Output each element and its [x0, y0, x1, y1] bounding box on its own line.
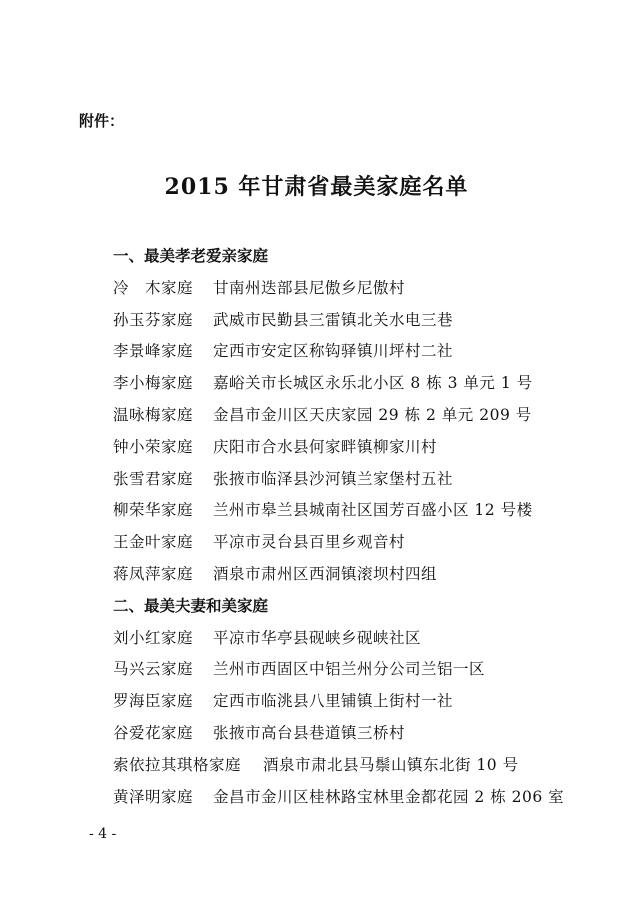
family-name: 蒋凤萍家庭 [113, 565, 194, 583]
family-name: 谷爱花家庭 [113, 724, 194, 742]
family-name: 索依拉其琪格家庭 [113, 755, 242, 774]
family-row [113, 689, 453, 711]
family-row [113, 498, 533, 520]
family-address: 平凉市华亭县砚峡乡砚峡社区 [213, 628, 422, 647]
family-address: 嘉峪关市长城区永乐北小区 8 栋 3 单元 1 号 [213, 374, 533, 393]
family-name: 温咏梅家庭 [113, 406, 194, 424]
family-row [113, 339, 453, 361]
family-address: 金昌市金川区天庆家园 29 栋 2 单元 209 号 [213, 406, 532, 424]
family-address: 酒泉市肃州区西洞镇滚坝村四组 [213, 565, 438, 583]
family-row [113, 467, 453, 489]
family-address: 兰州市皋兰县城南社区国芳百盛小区 12 号楼 [213, 501, 533, 520]
family-address: 兰州市西固区中铝兰州分公司兰铝一区 [213, 660, 486, 679]
family-row [113, 562, 437, 584]
family-row [113, 276, 405, 298]
family-address: 张掖市高台县巷道镇三桥村 [213, 724, 406, 742]
family-address: 定西市安定区称钩驿镇川坪村二社 [213, 342, 454, 361]
attachment-label: 附件： [79, 112, 125, 130]
document-title: 2015 年甘肃省最美家庭名单 [164, 174, 469, 200]
family-name: 孙玉芬家庭 [113, 310, 194, 329]
family-name: 黄泽明家庭 [113, 787, 194, 806]
family-address: 酒泉市肃北县马鬃山镇东北街 10 号 [263, 755, 519, 774]
family-name: 刘小红家庭 [113, 628, 194, 647]
section-heading: 二、最美夫妻和美家庭 [113, 596, 269, 615]
family-row [113, 657, 485, 679]
family-address: 定西市临洮县八里铺镇上街村一社 [213, 692, 454, 711]
family-address: 武威市民勤县三雷镇北关水电三巷 [213, 310, 454, 329]
family-name: 李小梅家庭 [113, 374, 194, 393]
family-row [113, 530, 405, 552]
family-row [113, 721, 405, 743]
family-address: 平凉市灵台县百里乡观音村 [213, 533, 406, 552]
family-address: 金昌市金川区桂林路宝林里金都花园 2 栋 206 室 [213, 787, 565, 806]
family-name: 李景峰家庭 [113, 342, 194, 361]
family-address: 庆阳市合水县何家畔镇柳家川村 [213, 437, 438, 456]
family-name: 罗海臣家庭 [113, 692, 194, 711]
family-address: 张掖市临泽县沙河镇兰家堡村五社 [213, 469, 454, 488]
family-row [113, 308, 453, 330]
family-row [113, 435, 437, 457]
family-row [113, 371, 533, 393]
family-name: 张雪君家庭 [113, 469, 194, 488]
family-address: 甘南州迭部县尼傲乡尼傲村 [213, 278, 406, 297]
page-number: - 4 - [89, 826, 117, 842]
family-row [113, 753, 519, 775]
family-row [113, 785, 564, 807]
family-name: 王金叶家庭 [113, 533, 194, 552]
section-heading: 一、最美孝老爱亲家庭 [113, 247, 269, 265]
family-name: 钟小荣家庭 [113, 437, 194, 456]
family-row [113, 626, 421, 648]
family-name: 柳荣华家庭 [113, 501, 194, 520]
family-row [113, 403, 532, 425]
family-name: 冷 木家庭 [113, 278, 194, 297]
family-name: 马兴云家庭 [113, 660, 194, 679]
